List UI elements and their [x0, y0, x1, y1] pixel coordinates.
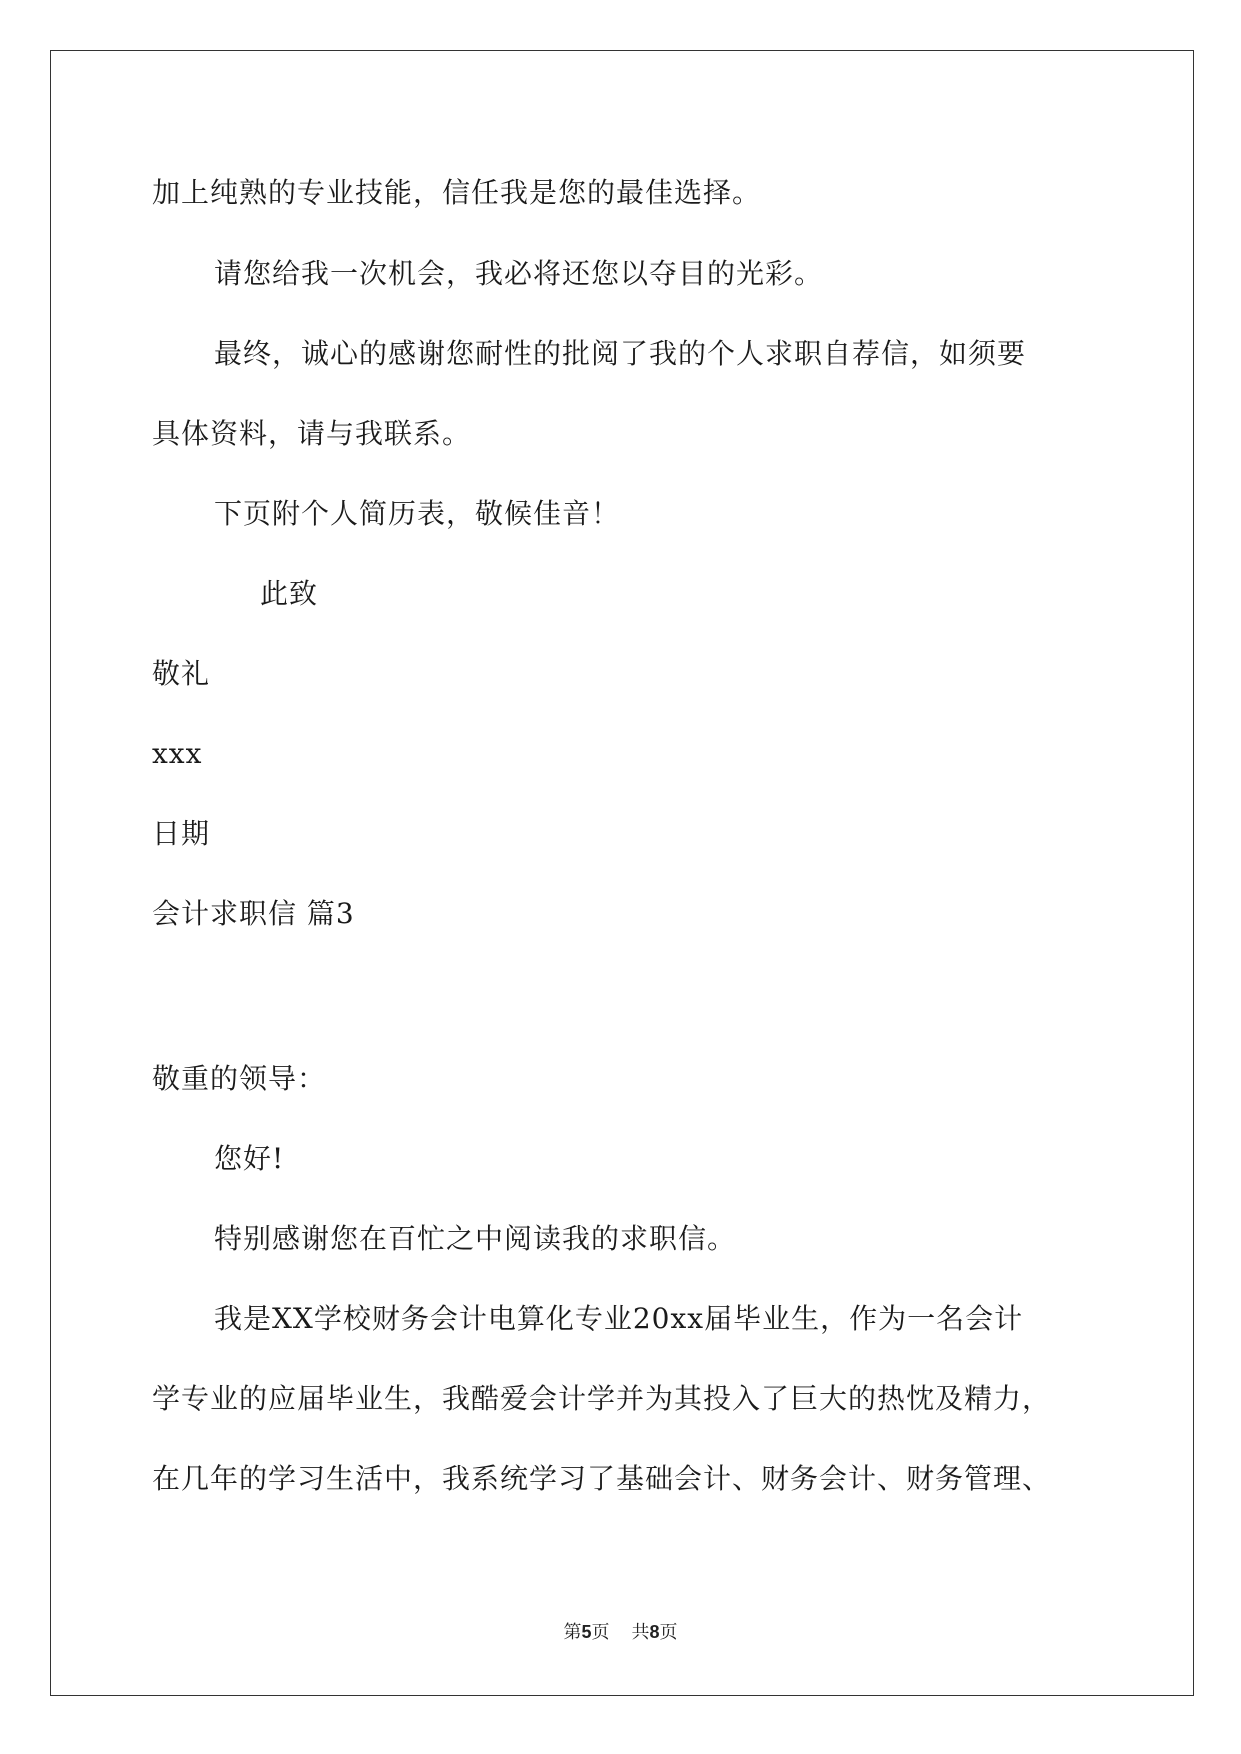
text-line: 请您给我一次机会，我必将还您以夺目的光彩。 — [214, 257, 824, 290]
closing-regards: 敬礼 — [152, 657, 211, 690]
total-suffix: 页 — [659, 1622, 678, 1643]
page-footer — [0, 1620, 1241, 1645]
text-line: 您好! — [214, 1142, 285, 1175]
total-prefix: 共 — [631, 1622, 650, 1643]
text-line: 特别感谢您在百忙之中阅读我的求职信。 — [214, 1222, 737, 1255]
page-suffix: 页 — [591, 1622, 610, 1643]
closing-salutation: 此致 — [260, 577, 319, 610]
signature-name: xxx — [152, 737, 203, 770]
text-line: 最终，诚心的感谢您耐性的批阅了我的个人求职自荐信，如须要 — [214, 337, 1027, 370]
text-line: 在几年的学习生活中，我系统学习了基础会计、财务会计、财务管理、 — [152, 1462, 1052, 1495]
text-line: 我是XX学校财务会计电算化专业20xx届毕业生，作为一名会计 — [214, 1302, 1024, 1335]
text-line: 加上纯熟的专业技能，信任我是您的最佳选择。 — [152, 176, 762, 209]
page-current: 5 — [581, 1622, 592, 1642]
page-prefix: 第 — [563, 1622, 582, 1643]
text-line: 学专业的应届毕业生，我酷爱会计学并为其投入了巨大的热忱及精力， — [152, 1382, 1052, 1415]
letter-greeting: 敬重的领导： — [152, 1062, 327, 1095]
text-line: 具体资料，请与我联系。 — [152, 417, 472, 450]
page-total: 8 — [649, 1622, 660, 1642]
section-heading: 会计求职信 篇3 — [152, 897, 355, 930]
page-border — [50, 50, 1194, 1696]
text-line: 下页附个人简历表，敬候佳音！ — [214, 497, 621, 530]
signature-date: 日期 — [152, 817, 211, 850]
